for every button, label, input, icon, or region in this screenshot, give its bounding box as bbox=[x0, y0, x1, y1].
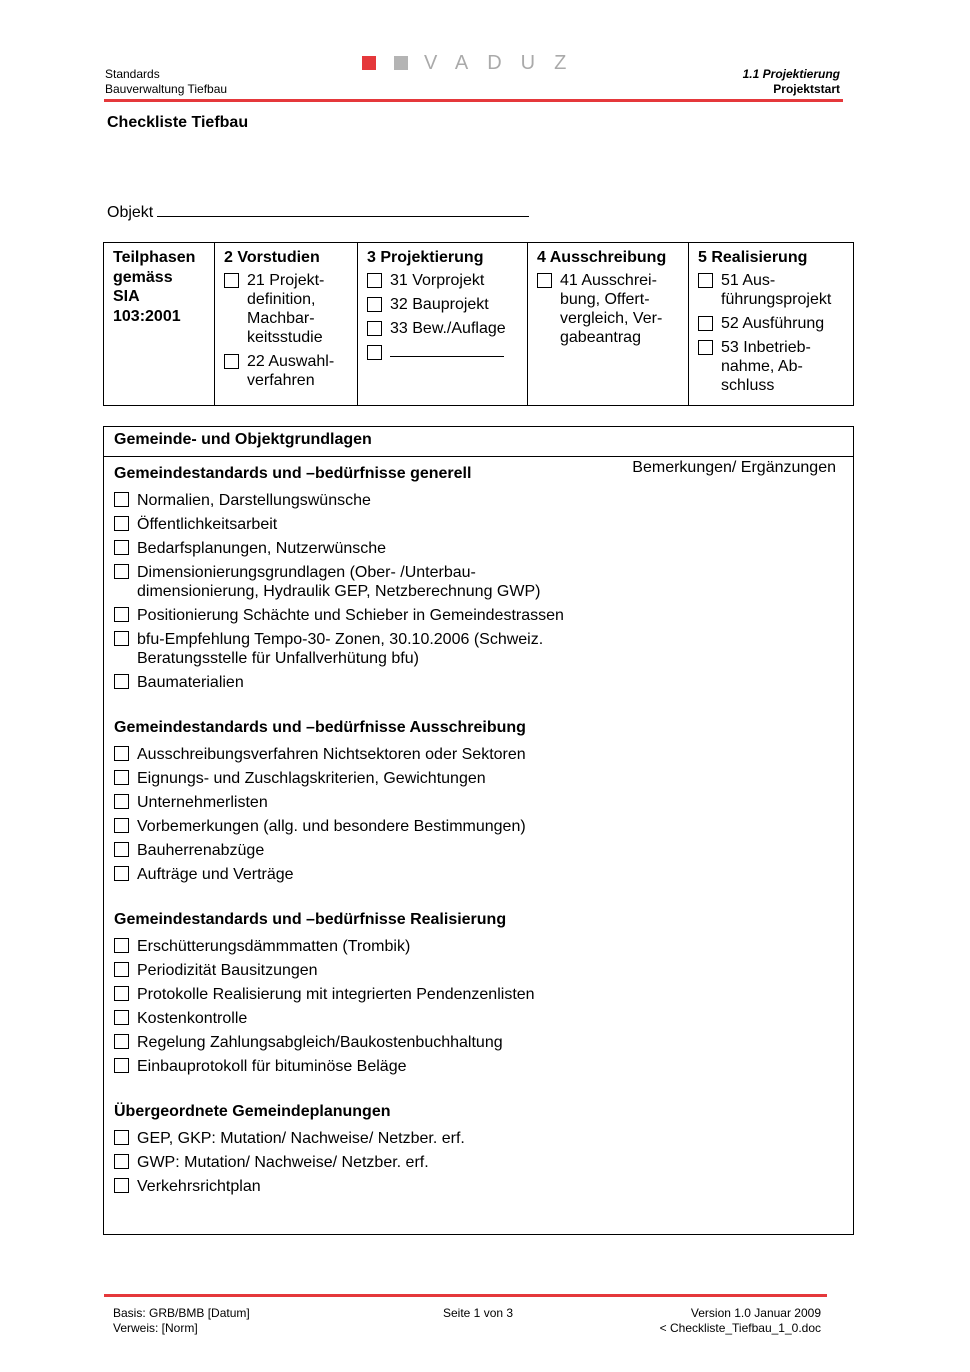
phase-col-realisierung bbox=[689, 243, 853, 405]
phase-item bbox=[224, 352, 357, 390]
checklist-item-label: Regelung Zahlungsabgleich/Baukostenbuchhaltung bbox=[137, 1034, 503, 1051]
checkbox[interactable] bbox=[114, 1154, 129, 1169]
phase-item-blank bbox=[367, 343, 527, 360]
phase-item-label: 51 Aus- führungsprojekt bbox=[721, 272, 832, 308]
checklist-item bbox=[114, 563, 853, 601]
checklist-item-label: Bedarfsplanungen, Nutzerwünsche bbox=[137, 540, 387, 557]
footer-version: Version 1.0 Januar 2009 bbox=[690, 1306, 821, 1320]
header-department: Bauverwaltung Tiefbau bbox=[105, 82, 228, 96]
checkbox[interactable] bbox=[114, 986, 129, 1001]
checklist-item-label: Dimensionierungsgrundlagen (Ober- /Unterbau- dimensionierung, Hydraulik GEP, Netzberechnung GWP) bbox=[137, 564, 541, 600]
checkbox[interactable] bbox=[114, 564, 129, 579]
checkbox[interactable] bbox=[114, 794, 129, 809]
phase-item bbox=[367, 295, 527, 314]
section-gap bbox=[114, 1076, 853, 1100]
checklist-item bbox=[114, 1033, 853, 1052]
checklist-item-label: Periodizität Bausitzungen bbox=[137, 962, 318, 979]
checkbox[interactable] bbox=[114, 1178, 129, 1193]
checklist-item-label: Baumaterialien bbox=[137, 674, 244, 691]
blank-entry-line[interactable] bbox=[390, 343, 504, 357]
phase-item bbox=[367, 319, 527, 338]
footer-file: < Checkliste_Tiefbau_1_0.doc bbox=[659, 1321, 821, 1335]
checklist-item-label: Öffentlichkeitsarbeit bbox=[137, 516, 278, 533]
checkbox[interactable] bbox=[537, 273, 552, 288]
checklist-item-label: Unternehmerlisten bbox=[137, 794, 268, 811]
checkbox[interactable] bbox=[698, 340, 713, 355]
vaduz-logo bbox=[362, 54, 585, 72]
checklist-box bbox=[103, 426, 854, 1235]
checklist-item bbox=[114, 515, 853, 534]
header-left bbox=[105, 67, 227, 97]
section-title: Gemeindestandards und –bedürfnisse Ausschreibung bbox=[114, 719, 526, 736]
checkbox[interactable] bbox=[114, 1010, 129, 1025]
checklist-item-label: Bauherrenabzüge bbox=[137, 842, 265, 859]
document-title: Checkliste Tiefbau bbox=[107, 114, 249, 131]
checkbox[interactable] bbox=[114, 938, 129, 953]
logo-grey-square-icon bbox=[394, 56, 408, 70]
checklist-item-label: bfu-Empfehlung Tempo-30- Zonen, 30.10.2006 (Schweiz. Beratungsstelle für Unfallverhütung bfu) bbox=[137, 631, 544, 667]
checklist-item bbox=[114, 961, 853, 980]
phase-col-label bbox=[104, 243, 215, 405]
checkbox[interactable] bbox=[114, 607, 129, 622]
checklist-item-label: Aufträge und Verträge bbox=[137, 866, 294, 883]
checklist-item-label: Kostenkontrolle bbox=[137, 1010, 248, 1027]
section-title: Gemeindestandards und –bedürfnisse generell bbox=[114, 465, 472, 482]
phase-item-label: 21 Projekt- definition, Machbar- keitsstudie bbox=[247, 272, 325, 346]
checkbox[interactable] bbox=[114, 516, 129, 531]
checkbox[interactable] bbox=[114, 866, 129, 881]
checklist-item-label: Ausschreibungsverfahren Nichtsektoren oder Sektoren bbox=[137, 746, 526, 763]
objekt-input-line[interactable] bbox=[157, 203, 529, 217]
section-gap bbox=[114, 884, 853, 908]
header-subsection: Projektstart bbox=[773, 82, 840, 96]
phase-item bbox=[367, 271, 527, 290]
checklist-item bbox=[114, 539, 853, 558]
checkbox[interactable] bbox=[114, 540, 129, 555]
phase-item bbox=[698, 271, 853, 309]
footer-right bbox=[660, 1306, 821, 1336]
phase-label-heading: Teilphasen gemäss SIA 103:2001 bbox=[113, 249, 196, 325]
phase-heading-projektierung: 3 Projektierung bbox=[367, 249, 484, 266]
phase-item bbox=[537, 271, 688, 347]
checkbox[interactable] bbox=[114, 842, 129, 857]
checklist-item-label: Verkehrsrichtplan bbox=[137, 1178, 261, 1195]
checklist-item bbox=[114, 491, 853, 510]
checkbox[interactable] bbox=[698, 273, 713, 288]
checkbox[interactable] bbox=[114, 746, 129, 761]
checklist-item bbox=[114, 841, 853, 860]
phase-item bbox=[224, 271, 357, 347]
checkbox[interactable] bbox=[114, 1058, 129, 1073]
phase-item-label: 31 Vorprojekt bbox=[390, 272, 485, 289]
checklist-item-label: Vorbemerkungen (allg. und besondere Bestimmungen) bbox=[137, 818, 526, 835]
footer-basis: Basis: GRB/BMB [Datum] bbox=[113, 1306, 250, 1320]
phase-item bbox=[698, 314, 853, 333]
checkbox[interactable] bbox=[367, 273, 382, 288]
header-divider bbox=[104, 99, 843, 102]
checkbox[interactable] bbox=[367, 297, 382, 312]
checkbox[interactable] bbox=[114, 1034, 129, 1049]
phase-heading-vorstudien: 2 Vorstudien bbox=[224, 249, 320, 266]
checklist-item bbox=[114, 630, 853, 668]
checklist-item bbox=[114, 985, 853, 1004]
checklist-item bbox=[114, 865, 853, 884]
phase-item bbox=[698, 338, 853, 395]
header-standards: Standards bbox=[105, 67, 160, 81]
checklist-title: Gemeinde- und Objektgrundlagen bbox=[104, 427, 853, 457]
footer-divider bbox=[104, 1294, 827, 1297]
checklist-item-label: Erschütterungsdämmmatten (Trombik) bbox=[137, 938, 411, 955]
phase-col-vorstudien bbox=[215, 243, 358, 405]
checkbox[interactable] bbox=[224, 273, 239, 288]
phase-heading-ausschreibung: 4 Ausschreibung bbox=[537, 249, 667, 266]
phase-item-label: 41 Ausschrei- bung, Offert- vergleich, Ver- gabeantrag bbox=[560, 272, 663, 346]
phase-item-label: 33 Bew./Auflage bbox=[390, 320, 506, 337]
checklist-item bbox=[114, 745, 853, 764]
footer-page: Seite 1 von 3 bbox=[443, 1306, 514, 1320]
checkbox[interactable] bbox=[114, 1130, 129, 1145]
checkbox[interactable] bbox=[114, 962, 129, 977]
checklist-item bbox=[114, 606, 853, 625]
checklist-item bbox=[114, 673, 853, 692]
objekt-label: Objekt bbox=[107, 204, 154, 221]
checklist-item bbox=[114, 769, 853, 788]
header-right bbox=[743, 67, 840, 97]
logo-red-square-icon bbox=[362, 56, 376, 70]
section-gap bbox=[114, 692, 853, 716]
phase-table bbox=[103, 242, 854, 406]
checkbox[interactable] bbox=[367, 321, 382, 336]
checklist-item-label: Einbauprotokoll für bituminöse Beläge bbox=[137, 1058, 407, 1075]
checklist-item-label: Normalien, Darstellungswünsche bbox=[137, 492, 371, 509]
checklist-item bbox=[114, 1057, 853, 1076]
checklist-item bbox=[114, 1129, 853, 1148]
checklist-item bbox=[114, 937, 853, 956]
section-title: Gemeindestandards und –bedürfnisse Realisierung bbox=[114, 911, 507, 928]
checkbox[interactable] bbox=[698, 316, 713, 331]
objekt-field bbox=[107, 203, 529, 222]
phase-item-label: 22 Auswahl- verfahren bbox=[247, 353, 335, 389]
checkbox[interactable] bbox=[114, 770, 129, 785]
checklist-body bbox=[104, 457, 853, 1196]
footer-left bbox=[113, 1306, 250, 1336]
phase-heading-realisierung: 5 Realisierung bbox=[698, 249, 808, 266]
checklist-item-label: Positionierung Schächte und Schieber in Gemeindestrassen bbox=[137, 607, 564, 624]
checklist-item bbox=[114, 793, 853, 812]
checklist-item-label: Protokolle Realisierung mit integrierten Pendenzenlisten bbox=[137, 986, 535, 1003]
checklist-item-label: GWP: Mutation/ Nachweise/ Netzber. erf. bbox=[137, 1154, 429, 1171]
checklist-item bbox=[114, 1177, 853, 1196]
section-title: Übergeordnete Gemeindeplanungen bbox=[114, 1103, 391, 1120]
phase-col-ausschreibung bbox=[528, 243, 689, 405]
phase-item-label: 52 Ausführung bbox=[721, 315, 825, 332]
checklist-item-label: GEP, GKP: Mutation/ Nachweise/ Netzber. erf. bbox=[137, 1130, 465, 1147]
checklist-item bbox=[114, 817, 853, 836]
footer-verweis: Verweis: [Norm] bbox=[113, 1321, 198, 1335]
checkbox[interactable] bbox=[224, 354, 239, 369]
checkbox[interactable] bbox=[114, 818, 129, 833]
checklist-item-label: Eignungs- und Zuschlagskriterien, Gewichtungen bbox=[137, 770, 486, 787]
logo-text: VADUZ bbox=[424, 52, 586, 74]
remarks-heading: Bemerkungen/ Ergänzungen bbox=[632, 459, 836, 476]
checkbox[interactable] bbox=[367, 345, 382, 360]
phase-item-label: 32 Bauprojekt bbox=[390, 296, 489, 313]
checklist-item bbox=[114, 1153, 853, 1172]
checkbox[interactable] bbox=[114, 631, 129, 646]
phase-col-projektierung bbox=[358, 243, 528, 405]
checklist-item bbox=[114, 1009, 853, 1028]
phase-item-label: 53 Inbetrieb- nahme, Ab- schluss bbox=[721, 339, 811, 394]
checkbox[interactable] bbox=[114, 492, 129, 507]
checkbox[interactable] bbox=[114, 674, 129, 689]
header-section: 1.1 Projektierung bbox=[742, 67, 840, 81]
